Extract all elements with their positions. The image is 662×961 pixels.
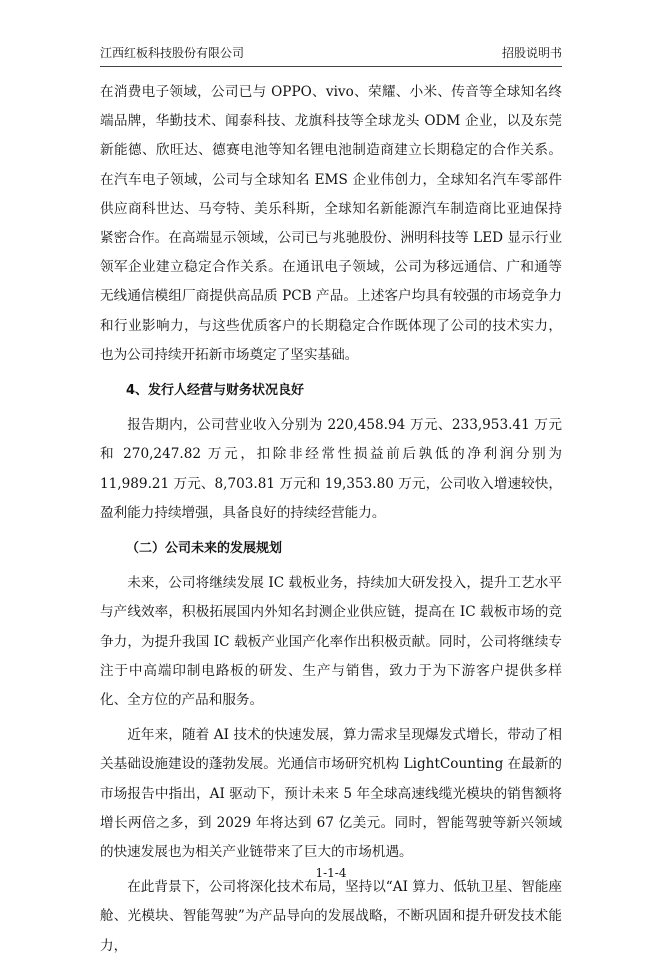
section-heading-plan: （二）公司未来的发展规划 [126, 541, 283, 557]
header-company-name: 江西红板科技股份有限公司 [100, 46, 245, 60]
page-header [100, 44, 562, 67]
section-heading-finance: 4、发行人经营与财务状况良好 [126, 383, 305, 399]
paragraph-plan-strategy: 在此背景下，公司将深化技术布局，坚持以“AI 算力、低轨卫星、智能座舱、光模块、智能驾驶”为产品导向的发展战略，不断巩固和提升研发技术能力， [100, 879, 562, 954]
page-body [100, 78, 562, 961]
header-document-type: 招股说明书 [501, 46, 562, 60]
page-number: 1-1-4 [315, 866, 347, 880]
paragraph-plan-ai: 近年来，随着 AI 技术的快速发展，算力需求呈现爆发式增长，带动了相关基础设施建设的蓬勃发展。光通信市场研究机构 LightCounting 在最新的市场报告中指出，AI 驱动下，预计未来 5 年全球高速线缆光模块的销售额将增长两倍之多，到 2029 年将达到 67 亿美元。同时，智能驾驶等新兴领域的快速发展也为相关产业链带来了巨大的市场机遇。 [100, 727, 562, 861]
paragraph-finance: 报告期内，公司营业收入分别为 220,458.94 万元、233,953.41 万元和 270,247.82 万元，扣除非经常性损益前后孰低的净利润分别为 11,989.21 万元、8,703.81 万元和 19,353.80 万元，公司收入增速较快，盈利能力持续增强，具备良好的持续经营能力。 [100, 417, 562, 521]
paragraph-customers: 在消费电子领域，公司已与 OPPO、vivo、荣耀、小米、传音等全球知名终端品牌，华勤技术、闻泰科技、龙旗科技等全球龙头 ODM 企业，以及东莞新能德、欣旺达、德赛电池等知名锂电池制造商建立长期稳定的合作关系。在汽车电子领域，公司与全球知名 EMS 企业伟创力，全球知名汽车零部件供应商科世达、马夸特、美乐科斯，全球知名新能源汽车制造商比亚迪保持紧密合作。在高端显示领域，公司已与兆驰股份、洲明科技等 LED 显示行业领军企业建立稳定合作关系。在通讯电子领域，公司为移远通信、广和通等无线通信模组厂商提供高品质 PCB 产品。上述客户均具有较强的市场竞争力和行业影响力，与这些优质客户的长期稳定合作既体现了公司的技术实力，也为公司持续开拓新市场奠定了坚实基础。 [100, 84, 562, 363]
paragraph-plan-ic-substrate: 未来，公司将继续发展 IC 载板业务，持续加大研发投入，提升工艺水平与产线效率，积极拓展国内外知名封测企业供应链，提高在 IC 载板市场的竞争力，为提升我国 IC 载板产业国产化率作出积极贡献。同时，公司将继续专注于中高端印制电路板的研发、生产与销售，致力于为下游客户提供多样化、全方位的产品和服务。 [100, 575, 562, 709]
